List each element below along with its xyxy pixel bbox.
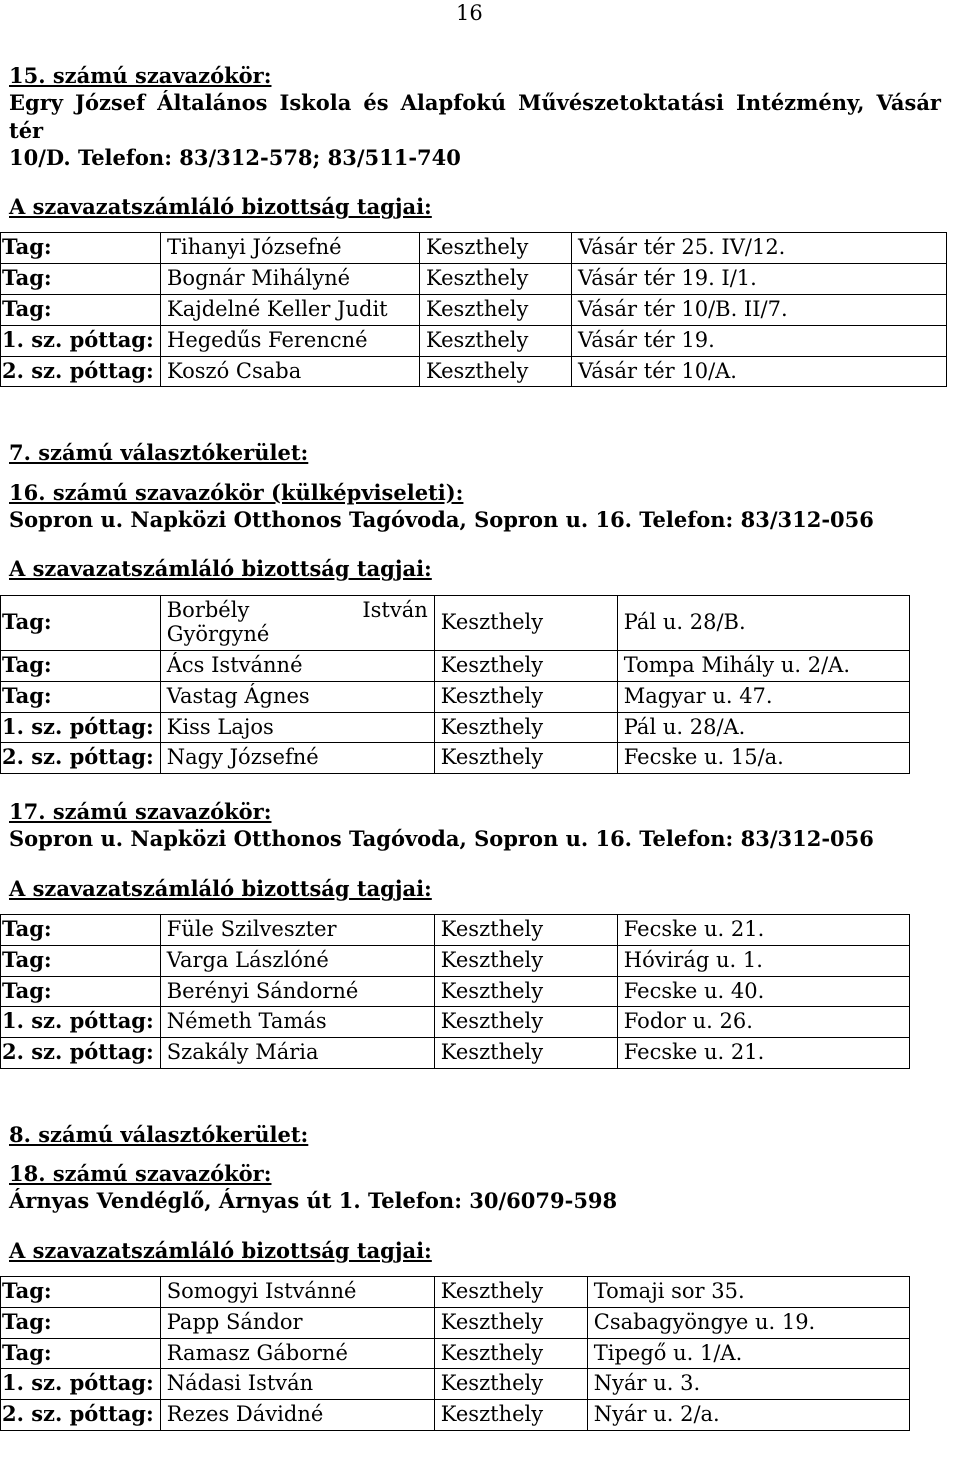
name-cell: Varga Lászlóné bbox=[160, 945, 434, 976]
address-cell: Vásár tér 10/B. II/7. bbox=[572, 295, 947, 326]
name-cell: Nagy Józsefné bbox=[160, 743, 434, 774]
committee-table-16 bbox=[0, 595, 910, 775]
name-part: Györgyné bbox=[166, 622, 270, 647]
name-cell: Kiss Lajos bbox=[160, 712, 434, 743]
city-cell: Keszthely bbox=[434, 743, 617, 774]
role-cell: Tag: bbox=[1, 264, 161, 295]
city-cell: Keszthely bbox=[434, 1038, 617, 1069]
table-row bbox=[1, 325, 947, 356]
committee-table-17 bbox=[0, 914, 910, 1069]
table-row bbox=[1, 914, 910, 945]
table-row bbox=[1, 976, 910, 1007]
address-cell: Pál u. 28/B. bbox=[617, 595, 909, 651]
name-cell: Füle Szilveszter bbox=[160, 914, 434, 945]
committee-title-17: A szavazatszámláló bizottság tagjai: bbox=[9, 875, 432, 901]
address-cell: Tomaji sor 35. bbox=[587, 1277, 909, 1308]
name-part: István bbox=[362, 597, 428, 622]
table-row bbox=[1, 945, 910, 976]
table-row bbox=[1, 712, 910, 743]
role-cell: 2. sz. póttag: bbox=[1, 743, 161, 774]
committee-table-18 bbox=[0, 1276, 910, 1431]
name-cell: Koszó Csaba bbox=[161, 356, 420, 387]
table-row bbox=[1, 1307, 910, 1338]
table-row bbox=[1, 1369, 910, 1400]
committee-table-15 bbox=[0, 232, 947, 387]
name-cell: Berényi Sándorné bbox=[160, 976, 434, 1007]
address-cell: Vásár tér 10/A. bbox=[572, 356, 947, 387]
city-cell: Keszthely bbox=[434, 976, 617, 1007]
table-row bbox=[1, 233, 947, 264]
polling-station-18-heading: 18. számú szavazókör: bbox=[9, 1161, 272, 1187]
city-cell: Keszthely bbox=[434, 914, 617, 945]
polling-station-15-address-line1: Egry József Általános Iskola és Alapfokú Művészetoktatási Intézmény, Vásár tér bbox=[9, 90, 941, 143]
address-cell: Tipegő u. 1/A. bbox=[587, 1338, 909, 1369]
table-row bbox=[1, 1277, 910, 1308]
city-cell: Keszthely bbox=[420, 295, 572, 326]
city-cell: Keszthely bbox=[434, 712, 617, 743]
address-cell: Vásár tér 19. bbox=[572, 325, 947, 356]
district-8-heading: 8. számú választókerület: bbox=[9, 1121, 309, 1147]
city-cell: Keszthely bbox=[434, 595, 617, 651]
address-cell: Fodor u. 26. bbox=[617, 1007, 909, 1038]
page-number: 16 bbox=[456, 1, 483, 25]
name-cell: Vastag Ágnes bbox=[160, 681, 434, 712]
role-cell: 2. sz. póttag: bbox=[1, 356, 161, 387]
address-cell: Vásár tér 25. IV/12. bbox=[572, 233, 947, 264]
city-cell: Keszthely bbox=[420, 325, 572, 356]
table-row bbox=[1, 1038, 910, 1069]
role-cell: Tag: bbox=[1, 1307, 161, 1338]
polling-station-17-heading: 17. számú szavazókör: bbox=[9, 799, 272, 825]
name-cell: Bognár Mihályné bbox=[161, 264, 420, 295]
role-cell: 1. sz. póttag: bbox=[1, 325, 161, 356]
table-row bbox=[1, 356, 947, 387]
name-cell: Somogyi Istvánné bbox=[160, 1277, 434, 1308]
city-cell: Keszthely bbox=[420, 233, 572, 264]
city-cell: Keszthely bbox=[420, 264, 572, 295]
role-cell: 1. sz. póttag: bbox=[1, 1369, 161, 1400]
role-cell: 2. sz. póttag: bbox=[1, 1400, 161, 1431]
address-cell: Vásár tér 19. I/1. bbox=[572, 264, 947, 295]
role-cell: Tag: bbox=[1, 914, 161, 945]
role-cell: Tag: bbox=[1, 681, 161, 712]
name-cell: Rezes Dávidné bbox=[160, 1400, 434, 1431]
city-cell: Keszthely bbox=[434, 1338, 587, 1369]
city-cell: Keszthely bbox=[434, 651, 617, 682]
table-row bbox=[1, 264, 947, 295]
city-cell: Keszthely bbox=[434, 681, 617, 712]
address-cell: Fecske u. 21. bbox=[617, 1038, 909, 1069]
role-cell: Tag: bbox=[1, 945, 161, 976]
table-row bbox=[1, 743, 910, 774]
address-cell: Nyár u. 2/a. bbox=[587, 1400, 909, 1431]
role-cell: Tag: bbox=[1, 976, 161, 1007]
city-cell: Keszthely bbox=[434, 1369, 587, 1400]
district-7-heading: 7. számú választókerület: bbox=[9, 440, 309, 466]
document-body bbox=[2, 62, 941, 1431]
city-cell: Keszthely bbox=[434, 945, 617, 976]
address-cell: Fecske u. 15/a. bbox=[617, 743, 909, 774]
polling-station-18-address: Árnyas Vendéglő, Árnyas út 1. Telefon: 30/6079-598 bbox=[9, 1188, 618, 1214]
polling-station-16-address: Sopron u. Napközi Otthonos Tagóvoda, Sopron u. 16. Telefon: 83/312-056 bbox=[9, 506, 874, 532]
address-cell: Fecske u. 21. bbox=[617, 914, 909, 945]
role-cell: Tag: bbox=[1, 295, 161, 326]
name-cell: Szakály Mária bbox=[160, 1038, 434, 1069]
city-cell: Keszthely bbox=[434, 1400, 587, 1431]
table-row bbox=[1, 681, 910, 712]
address-cell: Csabagyöngye u. 19. bbox=[587, 1307, 909, 1338]
table-row bbox=[1, 1007, 910, 1038]
name-cell: Papp Sándor bbox=[160, 1307, 434, 1338]
address-cell: Nyár u. 3. bbox=[587, 1369, 909, 1400]
name-cell: Hegedűs Ferencné bbox=[161, 325, 420, 356]
role-cell: 1. sz. póttag: bbox=[1, 712, 161, 743]
city-cell: Keszthely bbox=[420, 356, 572, 387]
role-cell: Tag: bbox=[1, 595, 161, 651]
polling-station-16-heading: 16. számú szavazókör (külképviseleti): bbox=[9, 479, 464, 505]
table-row bbox=[1, 651, 910, 682]
table-row bbox=[1, 1400, 910, 1431]
name-cell: Ács Istvánné bbox=[160, 651, 434, 682]
address-cell: Hóvirág u. 1. bbox=[617, 945, 909, 976]
address-cell: Pál u. 28/A. bbox=[617, 712, 909, 743]
city-cell: Keszthely bbox=[434, 1307, 587, 1338]
city-cell: Keszthely bbox=[434, 1007, 617, 1038]
role-cell: Tag: bbox=[1, 1338, 161, 1369]
role-cell: 1. sz. póttag: bbox=[1, 1007, 161, 1038]
name-cell: Németh Tamás bbox=[160, 1007, 434, 1038]
committee-title-18: A szavazatszámláló bizottság tagjai: bbox=[9, 1237, 432, 1263]
name-cell bbox=[160, 595, 434, 651]
committee-title-15: A szavazatszámláló bizottság tagjai: bbox=[9, 194, 432, 220]
committee-title-16: A szavazatszámláló bizottság tagjai: bbox=[9, 556, 432, 582]
polling-station-15-address-line2: 10/D. Telefon: 83/312-578; 83/511-740 bbox=[9, 144, 461, 170]
city-cell: Keszthely bbox=[434, 1277, 587, 1308]
role-cell: 2. sz. póttag: bbox=[1, 1038, 161, 1069]
table-row bbox=[1, 1338, 910, 1369]
name-cell: Kajdelné Keller Judit bbox=[161, 295, 420, 326]
address-cell: Fecske u. 40. bbox=[617, 976, 909, 1007]
polling-station-17-address: Sopron u. Napközi Otthonos Tagóvoda, Sopron u. 16. Telefon: 83/312-056 bbox=[9, 826, 874, 852]
name-cell: Nádasi István bbox=[160, 1369, 434, 1400]
name-part: Borbély bbox=[166, 597, 250, 622]
address-cell: Tompa Mihály u. 2/A. bbox=[617, 651, 909, 682]
name-cell: Tihanyi Józsefné bbox=[161, 233, 420, 264]
table-row bbox=[1, 295, 947, 326]
role-cell: Tag: bbox=[1, 233, 161, 264]
role-cell: Tag: bbox=[1, 1277, 161, 1308]
name-cell: Ramasz Gáborné bbox=[160, 1338, 434, 1369]
role-cell: Tag: bbox=[1, 651, 161, 682]
address-cell: Magyar u. 47. bbox=[617, 681, 909, 712]
polling-station-15-heading: 15. számú szavazókör: bbox=[9, 63, 272, 88]
table-row bbox=[1, 595, 910, 651]
